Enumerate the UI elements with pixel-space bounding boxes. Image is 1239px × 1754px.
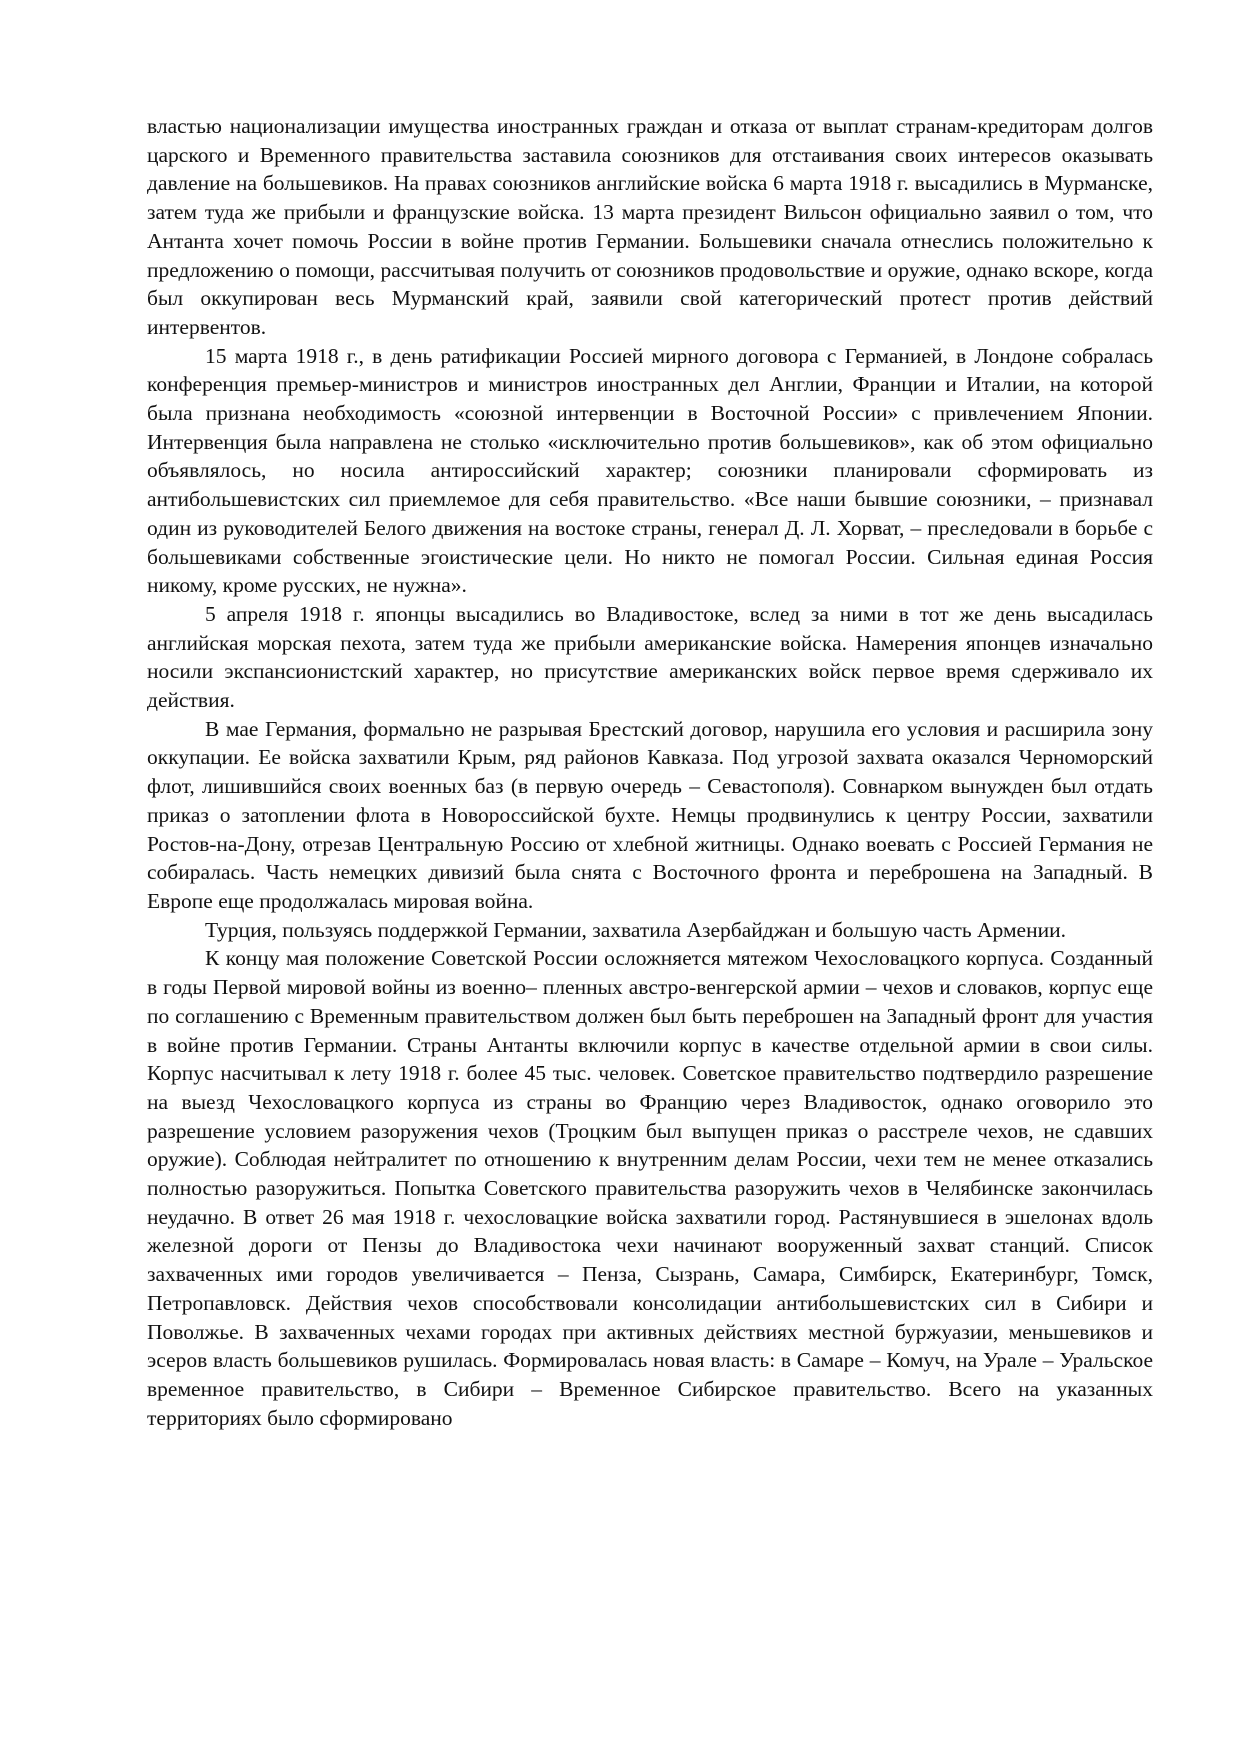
document-page: [147, 112, 1153, 1432]
paragraph-6: К концу мая положение Советской России осложняется мятежом Чехословацкого корпуса. Созданный в годы Первой мировой войны из военно– пленных австро-венгерской армии – чехов и словаков, корпус еще по соглашению с Временным правительством должен был быть переброшен на Западный фронт для участия в войне против Германии. Страны Антанты включили корпус в качестве отдельной армии в свои силы. Корпус насчитывал к лету 1918 г. более 45 тыс. человек. Советское правительство подтвердило разрешение на выезд Чехословацкого корпуса из страны во Францию через Владивосток, однако оговорило это разрешение условием разоружения чехов (Троцким был выпущен приказ о расстреле чехов, не сдавших оружие). Соблюдая нейтралитет по отношению к внутренним делам России, чехи тем не менее отказались полностью разоружиться. Попытка Советского правительства разоружить чехов в Челябинске закончилась неудачно. В ответ 26 мая 1918 г. чехословацкие войска захватили город. Растянувшиеся в эшелонах вдоль железной дороги от Пензы до Владивостока чехи начинают вооруженный захват станций. Список захваченных ими городов увеличивается – Пенза, Сызрань, Самара, Симбирск, Екатеринбург, Томск, Петропавловск. Действия чехов способствовали консолидации антибольшевистских сил в Сибири и Поволжье. В захваченных чехами городах при активных действиях местной буржуазии, меньшевиков и эсеров власть большевиков рушилась. Формировалась новая власть: в Самаре – Комуч, на Урале – Уральское временное правительство, в Сибири – Временное Сибирское правительство. Всего на указанных территориях было сформировано: [147, 946, 1153, 1430]
paragraph-3: 5 апреля 1918 г. японцы высадились во Владивостоке, вслед за ними в тот же день высадилась английская морская пехота, затем туда же прибыли американские войска. Намерения японцев изначально носили экспансионистский характер, но присутствие американских войск первое время сдерживало их действия.: [147, 601, 1153, 713]
paragraph-1: властью национализации имущества иностранных граждан и отказа от выплат странам-кредиторам долгов царского и Временного правительства заставила союзников для отстаивания своих интересов оказывать давление на большевиков. На правах союзников английские войска 6 марта 1918 г. высадились в Мурманске, затем туда же прибыли и французские войска. 13 марта президент Вильсон официально заявил о том, что Антанта хочет помочь России в войне против Германии. Большевики сначала отнеслись положительно к предложению о помощи, рассчитывая получить от союзников продовольствие и оружие, однако вскоре, когда был оккупирован весь Мурманский край, заявили свой категорический протест против действий интервентов.: [147, 114, 1153, 339]
paragraph-5: Турция, пользуясь поддержкой Германии, захватила Азербайджан и большую часть Армении.: [205, 917, 1066, 942]
paragraph-2: 15 марта 1918 г., в день ратификации Россией мирного договора с Германией, в Лондоне собралась конференция премьер-министров и министров иностранных дел Англии, Франции и Италии, на которой была признана необходимость «союзной интервенции в Восточной России» с привлечением Японии. Интервенция была направлена не столько «исключительно против большевиков», как об этом официально объявлялось, но носила антироссийский характер; союзники планировали сформировать из антибольшевистских сил приемлемое для себя правительство. «Все наши бывшие союзники, – признавал один из руководителей Белого движения на востоке страны, генерал Д. Л. Хорват, – преследовали в борьбе с большевиками собственные эгоистические цели. Но никто не помогал России. Сильная единая Россия никому, кроме русских, не нужна».: [147, 343, 1153, 598]
paragraph-4: В мае Германия, формально не разрывая Брестский договор, нарушила его условия и расширила зону оккупации. Ее войска захватили Крым, ряд районов Кавказа. Под угрозой захвата оказался Черноморский флот, лишившийся своих военных баз (в первую очередь – Севастополя). Совнарком вынужден был отдать приказ о затоплении флота в Новороссийской бухте. Немцы продвинулись к центру России, захватили Ростов-на-Дону, отрезав Центральную Россию от хлебной житницы. Однако воевать с Россией Германия не собиралась. Часть немецких дивизий была снята с Восточного фронта и переброшена на Западный. В Европе еще продолжалась мировая война.: [147, 716, 1153, 913]
